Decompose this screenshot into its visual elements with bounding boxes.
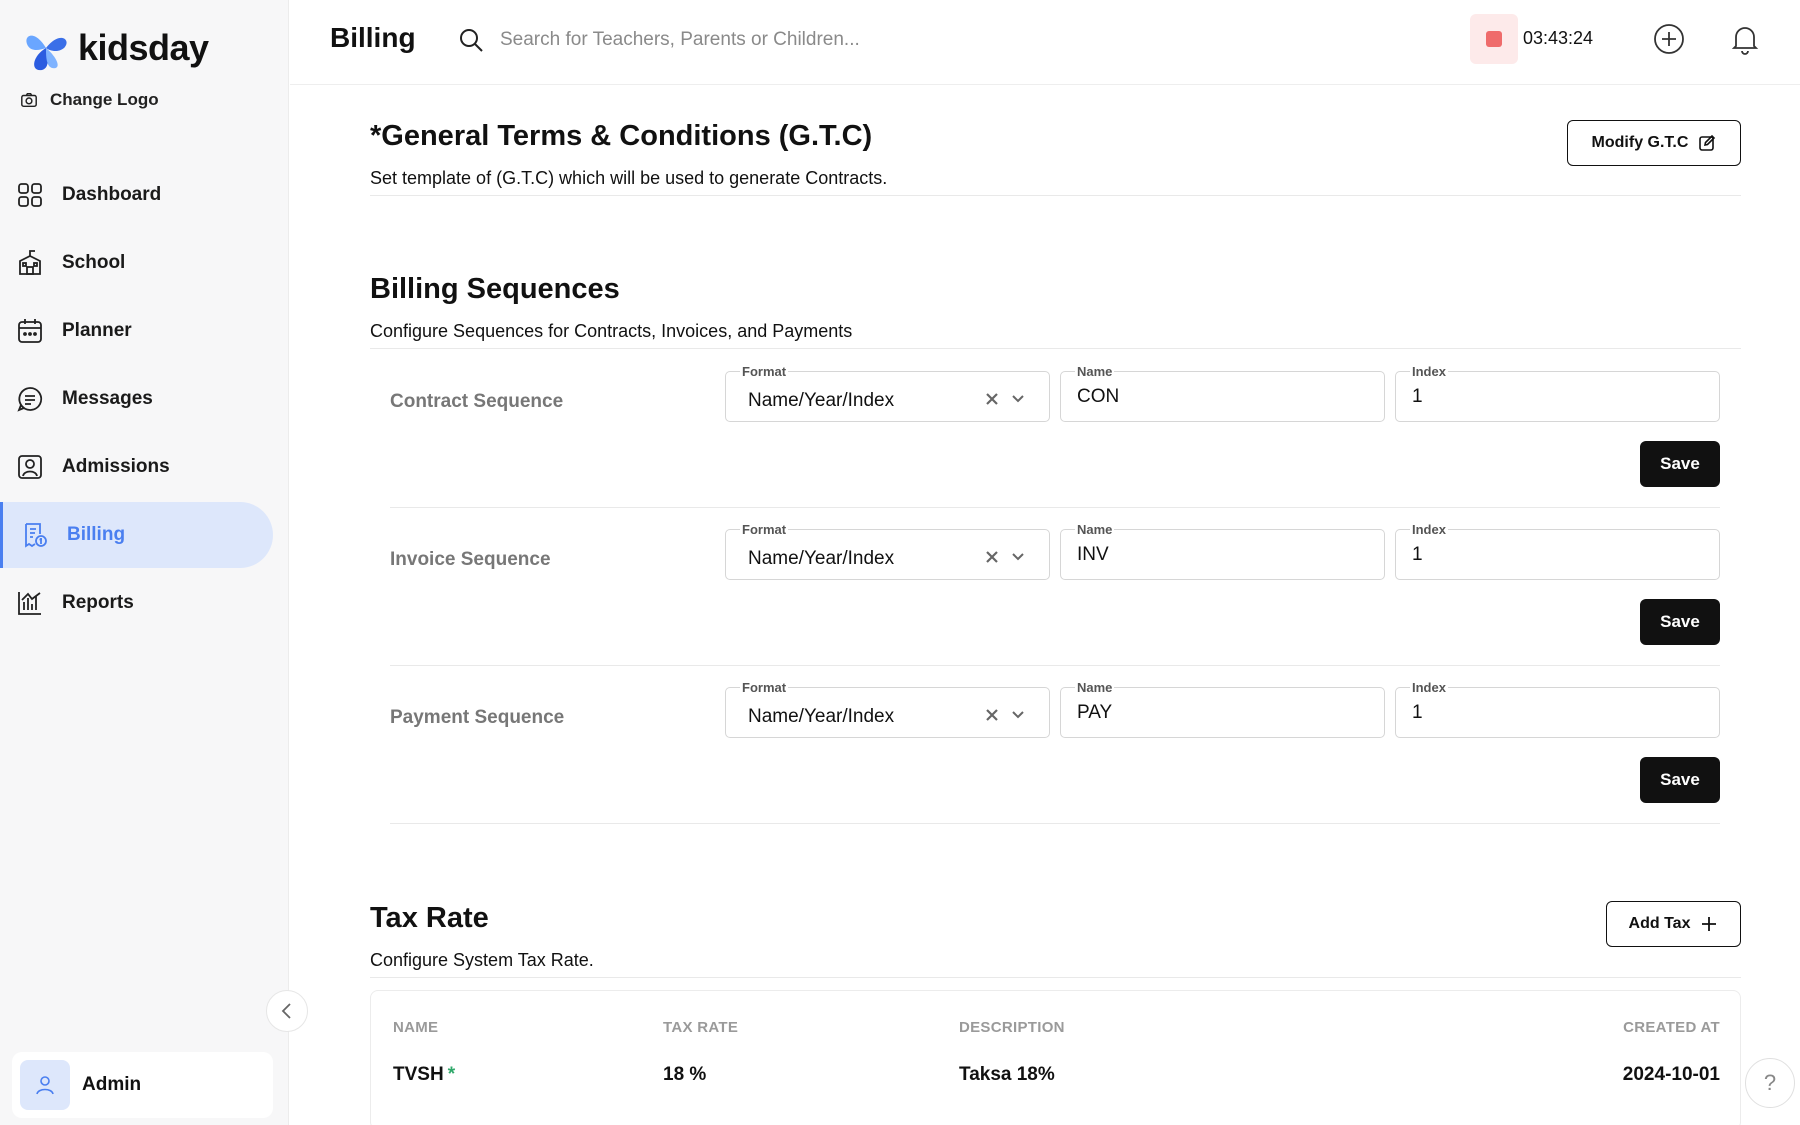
name-label: Name xyxy=(1077,522,1113,537)
sidebar-item-school[interactable] xyxy=(0,230,289,296)
id-badge-icon xyxy=(16,453,44,481)
page-title: Billing xyxy=(330,22,416,53)
sequence-label: Payment Sequence xyxy=(390,707,565,728)
modify-gtc-button[interactable] xyxy=(1567,120,1741,166)
plus-icon xyxy=(1700,915,1718,933)
column-header-name: NAME xyxy=(393,1019,439,1036)
name-label: Name xyxy=(1077,364,1113,379)
sidebar xyxy=(0,0,289,1125)
divider xyxy=(370,195,1741,196)
grid-icon xyxy=(16,181,44,209)
format-select[interactable] xyxy=(725,522,1050,580)
recording-timer: 03:43:24 xyxy=(1523,28,1594,48)
index-label: Index xyxy=(1412,364,1446,379)
tax-table xyxy=(370,990,1741,1125)
chevron-down-icon[interactable] xyxy=(1011,392,1025,411)
format-label: Format xyxy=(742,522,787,537)
sidebar-item-planner[interactable] xyxy=(0,298,289,364)
sidebar-item-reports[interactable] xyxy=(0,570,289,636)
save-invoice-sequence-button[interactable]: Save xyxy=(1640,599,1720,645)
user-icon xyxy=(20,1060,70,1110)
tax-description-cell: Taksa 18% xyxy=(959,1064,1055,1085)
column-header-description: DESCRIPTION xyxy=(959,1019,1065,1036)
bell-icon[interactable] xyxy=(1728,22,1762,61)
tax-rate-title: Tax Rate xyxy=(370,902,489,934)
index-field[interactable] xyxy=(1395,680,1720,738)
edit-icon xyxy=(1698,134,1716,152)
sidebar-item-label: Messages xyxy=(62,388,153,409)
brand-name: kidsday xyxy=(78,27,209,68)
format-value: Name/Year/Index xyxy=(748,548,895,569)
stop-recording-button[interactable] xyxy=(1470,14,1518,64)
chevron-down-icon[interactable] xyxy=(1011,708,1025,727)
search-input[interactable] xyxy=(500,22,1100,58)
sequence-label: Contract Sequence xyxy=(390,391,564,412)
change-logo-button[interactable] xyxy=(20,90,159,110)
sidebar-item-billing[interactable] xyxy=(0,502,273,568)
sidebar-item-label: Dashboard xyxy=(62,184,162,205)
name-field[interactable] xyxy=(1060,364,1385,422)
format-value: Name/Year/Index xyxy=(748,390,895,411)
camera-icon xyxy=(20,91,38,109)
divider xyxy=(390,507,1720,508)
format-select[interactable] xyxy=(725,364,1050,422)
search-icon xyxy=(458,27,484,58)
name-value: PAY xyxy=(1077,702,1113,723)
modify-gtc-label: Modify G.T.C xyxy=(1591,134,1689,151)
message-icon xyxy=(16,385,44,413)
name-field[interactable] xyxy=(1060,522,1385,580)
chevron-down-icon[interactable] xyxy=(1011,550,1025,569)
divider xyxy=(370,977,1741,978)
index-field[interactable] xyxy=(1395,522,1720,580)
column-header-created-at: CREATED AT xyxy=(1623,1019,1720,1036)
divider xyxy=(390,665,1720,666)
school-icon xyxy=(16,249,44,277)
divider xyxy=(390,823,1720,824)
format-select[interactable] xyxy=(725,680,1050,738)
calendar-icon xyxy=(16,317,44,345)
tax-rate-cell: 18 % xyxy=(663,1064,707,1085)
index-field[interactable] xyxy=(1395,364,1720,422)
user-profile-button[interactable] xyxy=(12,1052,273,1118)
save-contract-sequence-button[interactable]: Save xyxy=(1640,441,1720,487)
name-field[interactable] xyxy=(1060,680,1385,738)
top-header xyxy=(290,0,1800,85)
format-label: Format xyxy=(742,680,787,695)
gtc-description: Set template of (G.T.C) which will be used to generate Contracts. xyxy=(370,168,888,188)
column-header-tax-rate: TAX RATE xyxy=(663,1019,739,1036)
brand-logo[interactable] xyxy=(20,22,209,74)
format-value: Name/Year/Index xyxy=(748,706,895,727)
user-name: Admin xyxy=(82,1074,142,1095)
index-value: 1 xyxy=(1412,544,1423,565)
add-tax-button[interactable] xyxy=(1606,901,1741,947)
tax-rate-description: Configure System Tax Rate. xyxy=(370,950,594,970)
billing-icon xyxy=(21,521,49,549)
billing-sequences-title: Billing Sequences xyxy=(370,273,620,305)
name-value: CON xyxy=(1077,386,1120,407)
tax-name-cell: TVSH * xyxy=(393,1064,456,1085)
kidsday-logo-icon xyxy=(20,22,72,74)
change-logo-label: Change Logo xyxy=(50,90,159,109)
sidebar-item-label: Planner xyxy=(62,320,132,341)
index-value: 1 xyxy=(1412,386,1423,407)
gtc-title: *General Terms & Conditions (G.T.C) xyxy=(370,120,873,152)
clear-icon[interactable] xyxy=(985,550,999,569)
clear-icon[interactable] xyxy=(985,708,999,727)
sidebar-item-label: School xyxy=(62,252,126,273)
add-tax-label: Add Tax xyxy=(1628,915,1691,932)
sidebar-item-messages[interactable] xyxy=(0,366,289,432)
bar-chart-icon xyxy=(16,589,44,617)
format-label: Format xyxy=(742,364,787,379)
index-value: 1 xyxy=(1412,702,1423,723)
sidebar-item-admissions[interactable] xyxy=(0,434,289,500)
help-button[interactable]: ? xyxy=(1745,1058,1795,1108)
save-payment-sequence-button[interactable]: Save xyxy=(1640,757,1720,803)
collapse-sidebar-button[interactable] xyxy=(266,990,308,1032)
divider xyxy=(370,348,1741,349)
sidebar-item-label: Billing xyxy=(67,524,126,545)
default-marker: * xyxy=(447,1064,456,1085)
sequence-label: Invoice Sequence xyxy=(390,549,551,570)
name-value: INV xyxy=(1077,544,1109,565)
sidebar-item-label: Reports xyxy=(62,592,134,613)
stop-icon xyxy=(1486,31,1502,47)
tax-created-at-cell: 2024-10-01 xyxy=(1622,1064,1720,1085)
add-circle-icon[interactable] xyxy=(1652,22,1686,61)
sidebar-nav xyxy=(0,162,289,638)
clear-icon[interactable] xyxy=(985,392,999,411)
sidebar-item-label: Admissions xyxy=(62,456,170,477)
sidebar-item-dashboard[interactable] xyxy=(0,162,289,228)
chevron-left-icon xyxy=(280,1002,294,1020)
main-content xyxy=(290,86,1800,1125)
index-label: Index xyxy=(1412,680,1446,695)
name-label: Name xyxy=(1077,680,1113,695)
billing-sequences-description: Configure Sequences for Contracts, Invoices, and Payments xyxy=(370,321,853,341)
index-label: Index xyxy=(1412,522,1446,537)
